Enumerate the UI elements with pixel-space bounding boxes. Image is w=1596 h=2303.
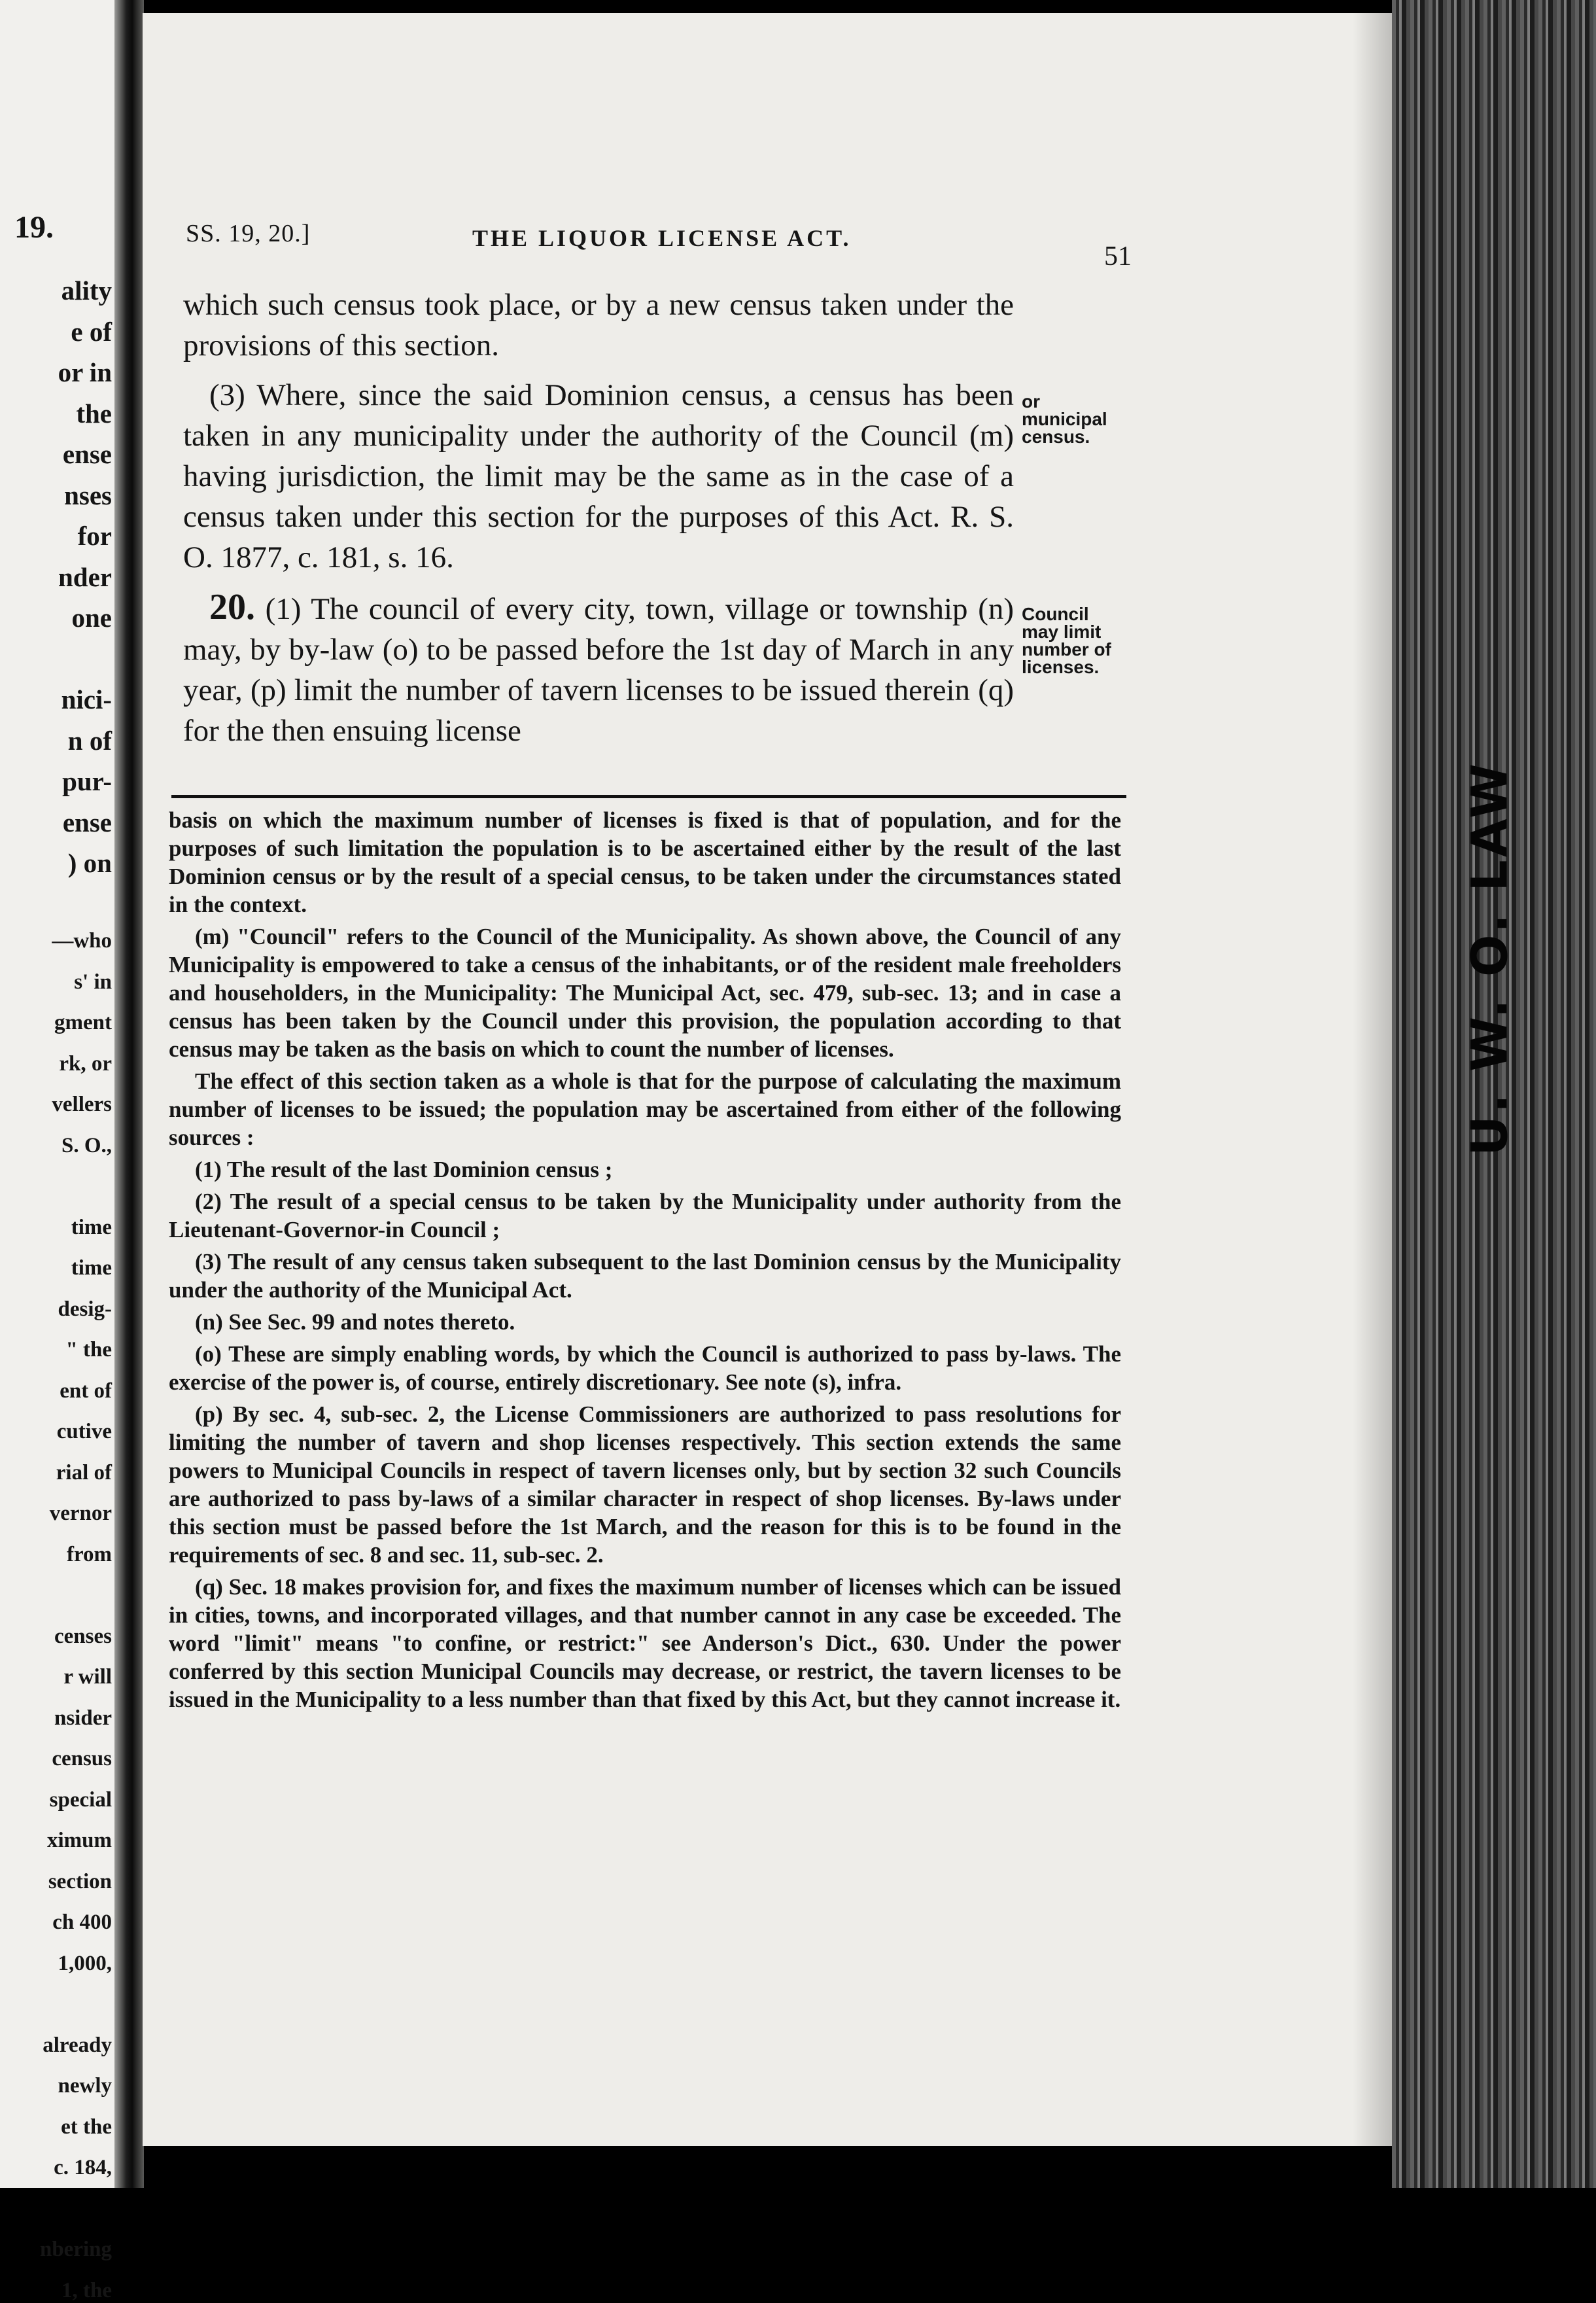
facing-page-line: rial of <box>56 1460 112 1485</box>
facing-page-line: " the <box>65 1338 112 1362</box>
facing-page-line: vernor <box>49 1502 112 1525</box>
footnote: (o) These are simply enabling words, by which the Council is authorized to pass by-laws. The exercise of the power is, of course, entirely discretionary. See note (s), infra. <box>169 1341 1121 1395</box>
facing-page-line: rk, or <box>59 1051 112 1076</box>
facing-page-number: 19. <box>14 210 54 245</box>
facing-page-line: the <box>76 398 112 429</box>
facing-page-line: 1,000, <box>58 1951 112 1975</box>
margin-note: Council may limit number of licenses. <box>1022 604 1111 677</box>
book-gutter <box>114 0 144 2188</box>
spine-label-text: U. W. O. LAW <box>1460 761 1519 1156</box>
facing-page-line: 1, the <box>61 2278 112 2302</box>
facing-page-line: nici- <box>61 684 112 714</box>
facing-page-line: —who <box>52 929 112 953</box>
facing-page-line: gment <box>54 1011 112 1034</box>
facing-page-line: e of <box>71 316 112 347</box>
facing-page-line: nsider <box>54 1706 112 1730</box>
spine-label <box>1460 761 1519 1156</box>
facing-page-line: nder <box>58 561 112 592</box>
footnote: (2) The result of a special census to be taken by the Municipality under authority from the Lieutenant-Governor-in Council ; <box>169 1189 1121 1242</box>
facing-page-line: ent of <box>60 1379 112 1403</box>
section-reference: SS. 19, 20.] <box>186 220 311 247</box>
statute-text <box>183 285 1014 751</box>
facing-page-line: newly <box>58 2074 112 2098</box>
facing-page-line: S. O., <box>61 1133 112 1157</box>
footnote: (1) The result of the last Dominion census ; <box>195 1157 613 1182</box>
facing-page-line: for <box>77 521 112 551</box>
facing-page-line: ense <box>62 439 112 469</box>
statute-paragraph: (3) Where, since the said Dominion census, a census has been taken in any municipality under the authority of the Council (m) having jurisdiction, the limit may be the same as in the case of a census taken under this section for the purposes of this Act. R. S. O. 1877, c. 181, s. 16. <box>183 378 1014 574</box>
facing-page-line: desig- <box>58 1297 112 1321</box>
facing-page <box>0 0 114 2302</box>
facing-page-line: time <box>71 1256 112 1280</box>
facing-page-line: nses <box>64 480 112 510</box>
section-text: (1) The council of every city, town, village or township (n) may, by by-law (o) to be passed before the 1st day of March in any year, (p) limit the number of tavern licenses to be issued therein (q) for the then ensuing license <box>183 592 1014 748</box>
facing-page-line: from <box>66 1542 112 1566</box>
footnote: (q) Sec. 18 makes provision for, and fixes the maximum number of licenses which can be issued in cities, towns, and incorporated villages, and that number cannot in any case be exceeded. The word "limit" means "to confine, or restrict:" see Anderson's Dict., 630. Under the power conferred by this section Municipal Councils may decrease, or restrict, the tavern licenses to be issued in the Municipality to a less number than that fixed by this Act, but they cannot increase it. <box>169 1574 1121 1712</box>
footnote: (p) By sec. 4, sub-sec. 2, the License Commissioners are authorized to pass resolutions for limiting the number of tavern and shop licenses respectively. This section extends the same powers to Municipal Councils in respect of tavern licenses only, but by section 32 such Councils are authorized to pass by-laws of a similar character in respect of shop licenses. By-laws under this section must be passed before the 1st March, and the reason for this is to be found in the requirements of sec. 8 and sec. 11, sub-sec. 2. <box>169 1401 1121 1568</box>
facing-page-line: census <box>52 1747 112 1770</box>
facing-page-line: et the <box>61 2115 112 2139</box>
footnote: basis on which the maximum number of licenses is fixed is that of population, and for the purposes of such limitation the population is to be ascertained either by the result of the last Dominion census or by the result of a special census, to be taken under the circumstances stated in the context. <box>169 807 1121 917</box>
footnote: (n) See Sec. 99 and notes thereto. <box>195 1309 515 1335</box>
facing-page-line: one <box>71 603 112 633</box>
footnote: (3) The result of any census taken subsequent to the last Dominion census by the Municipality under the authority of the Municipal Act. <box>169 1249 1121 1303</box>
footnote-rule <box>171 795 1126 798</box>
footnote: The effect of this section taken as a whole is that for the purpose of calculating the maximum number of licenses to be issued; the population may be ascertained from either of the following sources : <box>169 1068 1121 1150</box>
facing-page-line: time <box>71 1215 112 1239</box>
facing-page-line: c. 184, <box>54 2156 112 2179</box>
facing-page-line: n of <box>67 725 112 756</box>
facing-page-line: ximum <box>47 1829 112 1852</box>
facing-page-line: already <box>43 2033 112 2057</box>
running-title: THE LIQUOR LICENSE ACT. <box>472 225 852 251</box>
facing-page-line: ense <box>62 807 112 837</box>
facing-page-line: ch 400 <box>52 1910 112 1934</box>
section-number: 20. <box>209 587 255 627</box>
facing-page-line: or in <box>58 357 112 387</box>
facing-page-line: cutive <box>56 1420 112 1443</box>
page-number: 51 <box>1104 241 1132 272</box>
footnote: (m) "Council" refers to the Council of the Municipality. As shown above, the Council of any Municipality is empowered to take a census of the inhabitants, or of the resident male freeholders and householders, in the Municipality: The Municipal Act, sec. 479, sub-sec. 13; and in case a census has been taken by the Council under this provision, the population according to that census may be taken as the basis on which to count the number of licenses. <box>169 924 1121 1062</box>
facing-page-line: special <box>49 1787 112 1812</box>
facing-page-line: vellers <box>52 1093 112 1116</box>
facing-page-line: pur- <box>62 766 112 796</box>
statute-paragraph <box>183 587 1014 751</box>
facing-page-line: s' in <box>74 970 112 994</box>
facing-page-line: ality <box>61 275 112 306</box>
facing-page-line: nbering <box>39 2238 112 2261</box>
facing-page-line: censes <box>54 1624 112 1648</box>
margin-note: or municipal census. <box>1022 391 1107 447</box>
facing-page-line: r will <box>63 1665 112 1689</box>
statute-paragraph: which such census took place, or by a new census taken under the provisions of this section. <box>183 288 1014 362</box>
facing-page-line: ) on <box>67 848 112 878</box>
facing-page-line: section <box>48 1869 112 1893</box>
footnotes <box>169 806 1121 1717</box>
